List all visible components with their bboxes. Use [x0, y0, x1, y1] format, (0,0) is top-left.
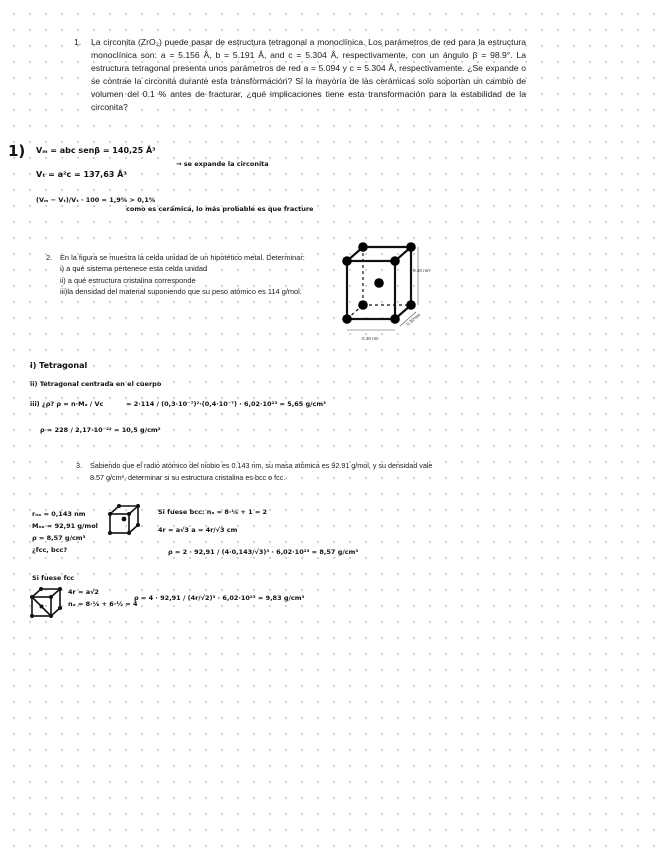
answer-3-question: ¿fcc, bcc?	[32, 546, 68, 554]
problem-3-number: 3.	[76, 461, 82, 470]
answer-3-fcc-rho: ρ = 4 · 92,91 / (4r/√2)³ · 6,02·10²³ = 9,83 g/cm³	[134, 594, 305, 602]
answer-1-line-1: Vₘ = abc senβ = 140,25 Å³	[36, 146, 156, 155]
problem-3-text: Sabiendo que el radio atómico del niobio es 0.143 nm, su masa atómica es 92.91 g/mol, y su densidad vale 8.57 g/cm³, determinar si su estructura cristalina es bcc o fcc.	[90, 461, 433, 482]
answer-1-note-fracture: como es cerámica, lo más probable es que fracture	[126, 205, 314, 213]
answer-3-fcc-n: nₐ = 8·⅛ + 6·½ = 4	[68, 600, 138, 608]
answer-2-ii: ii) Tetragonal centrada en el cuerpo	[30, 380, 162, 388]
fcc-cube-sketch-icon	[28, 586, 64, 620]
problem-2-number: 2.	[46, 253, 53, 262]
bcc-cube-sketch-icon	[106, 502, 142, 538]
answer-3-given-density: ρ = 8,57 g/cm³	[32, 534, 86, 542]
answer-3-given-radius: rₙₒ = 0,143 nm	[32, 510, 86, 518]
problem-2-line: ii) a qué estructura cristalina corresponde	[60, 275, 196, 285]
problem-1-text: La circonita (ZrO₂) puede pasar de estructura tetragonal a monoclínica. Los parámetros de red para la estructura monoclínica son: a = 5.156 Å, b = 5.191 Å, and c = 5.304 Å, respectivamente, con un ángulo β = 98.9°. La estructura tetragonal presenta unos parámetros de red a = 5.094 y c = 5.304 Å, respectivamente. ¿Se expande o se contrae la circonita durante esta transformación? Si la mayoría de las cerámicas solo soportan un cambio de volumen del 0.1 % antes de fracturar, ¿qué implicaciones tiene esta transformación para la estabilidad de la circonita?	[91, 37, 526, 113]
unit-cell-figure	[330, 234, 450, 346]
problem-2-line: iii)la densidad del material suponiendo que su peso atómico es 114 g/mol.	[60, 287, 302, 297]
problem-1-number: 1.	[74, 37, 82, 47]
problem-1	[74, 36, 526, 114]
answer-3-bcc-head: Si fuese bcc: nₐ = 8·⅛ + 1 = 2	[158, 508, 268, 516]
problem-3	[76, 460, 436, 483]
figure-depth-label: 0.30 nm	[405, 312, 422, 327]
answer-1-note-expands: → se expande la circonita	[176, 160, 269, 168]
answer-3-fcc-a: 4r = a√2	[68, 588, 99, 596]
problem-2-line: En la figura se muestra la celda unidad de un hipotético metal. Determinar:	[60, 253, 305, 262]
answer-2-calc: = 2·114 / (0,3·10⁻⁷)²·(0,4·10⁻⁷) · 6,02·10²³ = 5,65 g/cm³	[126, 400, 326, 408]
answer-2-rho: ρ = 228 / 2,17·10⁻²² = 10,5 g/cm³	[40, 426, 161, 434]
answer-3-given-mass: Mₙₒ = 92,91 g/mol	[32, 522, 98, 530]
answer-1-label: 1)	[8, 142, 26, 160]
answer-3-bcc-a: 4r = a√3 a = 4r/√3 cm	[158, 526, 238, 534]
answer-3-fcc-head: Si fuese fcc	[32, 574, 75, 582]
answer-3-bcc-rho: ρ = 2 · 92,91 / (4·0,143/√3)³ · 6,02·10²³ = 8,57 g/cm³	[168, 548, 359, 556]
answer-1-line-3: (Vₘ − Vₜ)/Vₜ · 100 = 1,9% > 0,1%	[36, 196, 156, 204]
answer-1-line-2: Vₜ = a²c = 137,63 Å³	[36, 170, 127, 179]
figure-width-label: 0.30 nm	[362, 336, 379, 341]
figure-height-label: 0.40 nm	[413, 268, 430, 273]
answer-2-i: i) Tetragonal	[30, 361, 88, 370]
problem-2	[46, 252, 346, 298]
problem-2-line: i) a qué sistema pertenece esta celda unidad	[60, 264, 208, 274]
answer-2-iii: iii) ¿ρ? ρ = n·Mₐ / Vc	[30, 400, 104, 408]
